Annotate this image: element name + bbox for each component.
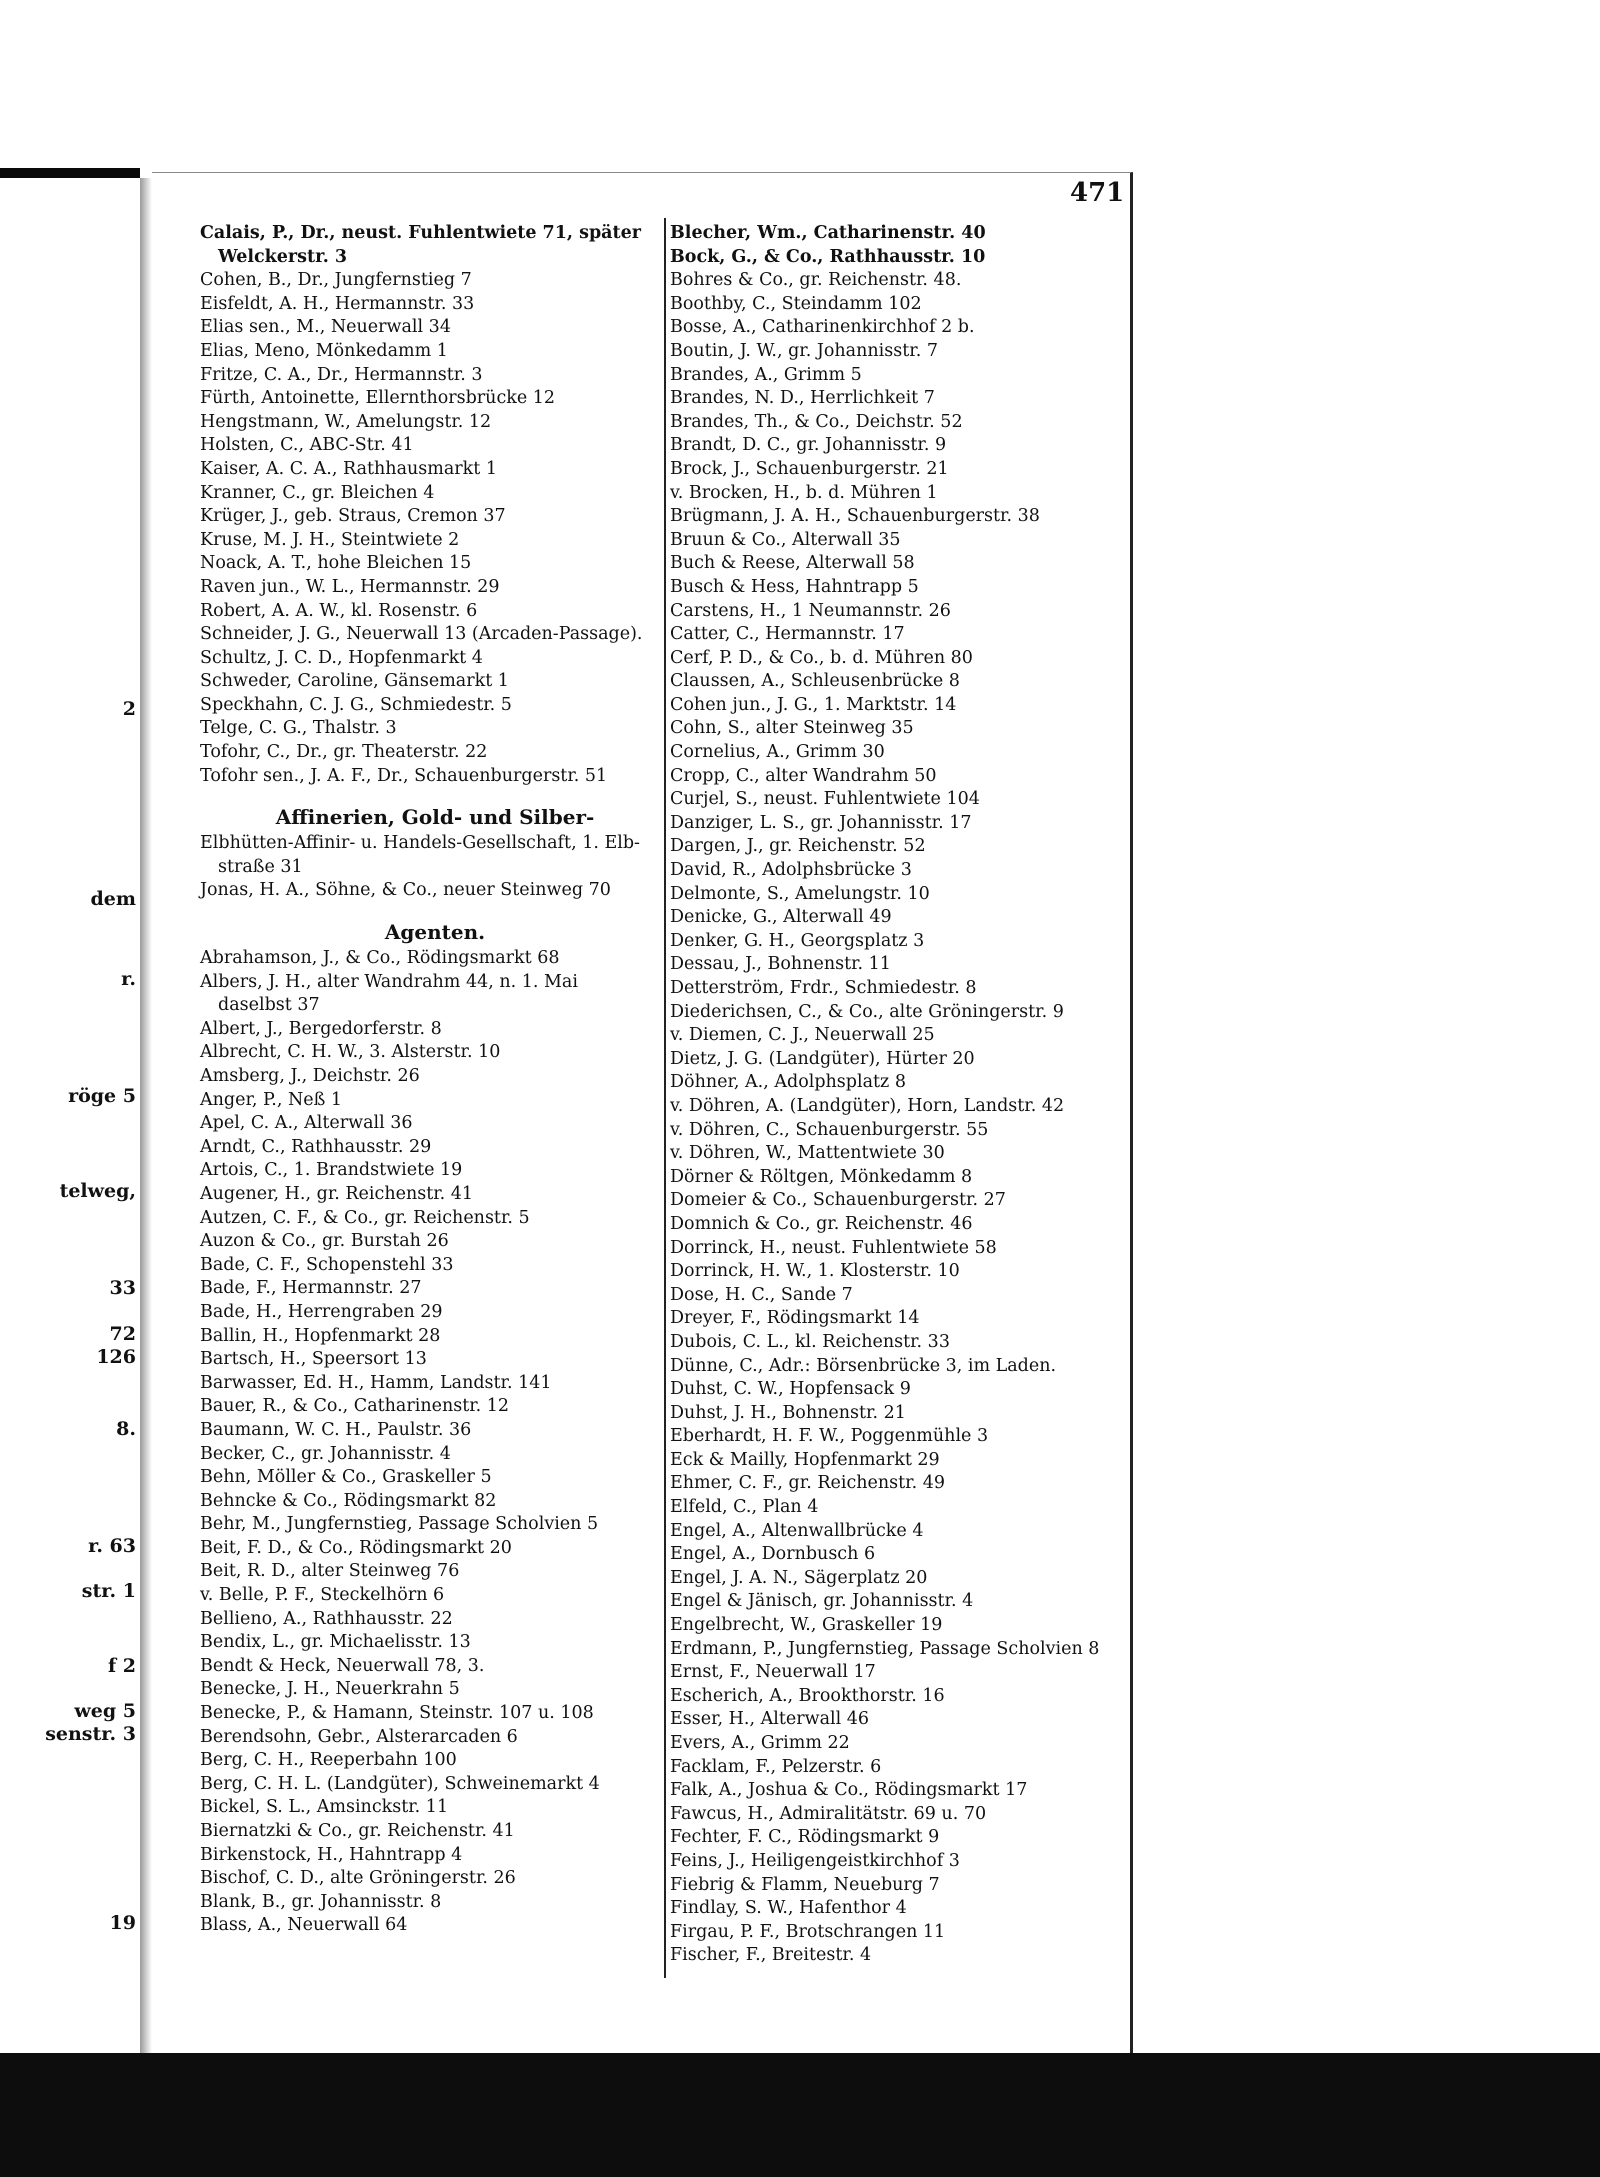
directory-entry: Bosse, A., Catharinenkirchhof 2 b. (670, 317, 975, 338)
previous-page-text: senstr. 3 (45, 1723, 136, 1745)
directory-entry: Domeier & Co., Schauenburgerstr. 27 (670, 1190, 1006, 1211)
directory-entry: Becker, C., gr. Johannisstr. 4 (200, 1443, 451, 1464)
directory-entry: Elfeld, C., Plan 4 (670, 1497, 819, 1518)
directory-entry: Abrahamson, J., & Co., Rödingsmarkt 68 (200, 948, 560, 969)
directory-entry: Krüger, J., geb. Straus, Cremon 37 (200, 506, 506, 527)
directory-entry: Cohen jun., J. G., 1. Marktstr. 14 (670, 694, 957, 715)
directory-entry: Eberhardt, H. F. W., Poggenmühle 3 (670, 1426, 989, 1447)
directory-entry: Fritze, C. A., Dr., Hermannstr. 3 (200, 364, 483, 385)
directory-entry: Engel, A., Altenwallbrücke 4 (670, 1520, 924, 1541)
section-heading: Agenten. (384, 920, 486, 945)
directory-entry: Engel, J. A. N., Sägerplatz 20 (670, 1567, 928, 1588)
previous-page-text: r. 63 (88, 1535, 136, 1557)
directory-entry: Schweder, Caroline, Gänsemarkt 1 (200, 671, 509, 692)
directory-entry: Amsberg, J., Deichstr. 26 (200, 1066, 420, 1086)
directory-entry: Blecher, Wm., Catharinenstr. 40 (670, 223, 986, 243)
directory-entry: Esser, H., Alterwall 46 (670, 1709, 870, 1730)
directory-entry: Brandt, D. C., gr. Johannisstr. 9 (670, 435, 947, 456)
directory-entry: Evers, A., Grimm 22 (670, 1733, 850, 1753)
directory-entry: Albrecht, C. H. W., 3. Alsterstr. 10 (200, 1042, 501, 1063)
directory-entry: Claussen, A., Schleusenbrücke 8 (670, 671, 960, 692)
directory-entry: Fawcus, H., Admiralitätstr. 69 u. 70 (670, 1803, 987, 1824)
directory-entry: Speckhahn, C. J. G., Schmiedestr. 5 (200, 694, 512, 715)
directory-entry: Albers, J. H., alter Wandrahm 44, n. 1. Mai (200, 971, 578, 992)
directory-entry: Bruun & Co., Alterwall 35 (670, 529, 901, 550)
directory-entry: Birkenstock, H., Hahntrapp 4 (200, 1844, 463, 1865)
directory-entry: Dessau, J., Bohnenstr. 11 (670, 954, 891, 975)
directory-entry: Eck & Mailly, Hopfenmarkt 29 (670, 1449, 940, 1470)
directory-entry: Bock, G., & Co., Rathhausstr. 10 (670, 246, 986, 267)
directory-entry: Telge, C. G., Thalstr. 3 (200, 718, 397, 739)
directory-entry: Domnich & Co., gr. Reichenstr. 46 (670, 1213, 973, 1234)
directory-entry: Cornelius, A., Grimm 30 (670, 742, 885, 763)
directory-entry: Beit, F. D., & Co., Rödingsmarkt 20 (200, 1537, 512, 1558)
directory-entry: Brügmann, J. A. H., Schauenburgerstr. 38 (670, 506, 1040, 527)
directory-entry: Buch & Reese, Alterwall 58 (670, 553, 915, 574)
previous-page-text: dem (90, 888, 136, 910)
directory-entry: Brock, J., Schauenburgerstr. 21 (670, 458, 949, 479)
directory-entry: Falk, A., Joshua & Co., Rödingsmarkt 17 (670, 1780, 1028, 1801)
directory-entry: Albert, J., Bergedorferstr. 8 (200, 1018, 442, 1039)
directory-entry: Danziger, L. S., gr. Johannisstr. 17 (670, 812, 972, 833)
directory-entry: Robert, A. A. W., kl. Rosenstr. 6 (200, 600, 478, 621)
directory-entry: Holsten, C., ABC-Str. 41 (200, 435, 414, 456)
previous-page-text: 72 (109, 1323, 136, 1345)
scan-bottom-margin (0, 2053, 1600, 2177)
directory-entry: Kaiser, A. C. A., Rathhausmarkt 1 (200, 458, 497, 479)
directory-entry: v. Döhren, C., Schauenburgerstr. 55 (670, 1119, 989, 1140)
directory-entry: Dorrinck, H., neust. Fuhlentwiete 58 (670, 1237, 997, 1258)
directory-entry: Delmonte, S., Amelungstr. 10 (670, 883, 930, 904)
directory-entry: Ernst, F., Neuerwall 17 (670, 1662, 876, 1683)
directory-entry: Behncke & Co., Rödingsmarkt 82 (200, 1490, 497, 1511)
directory-entry: Noack, A. T., hohe Bleichen 15 (200, 553, 472, 574)
directory-entry: Kruse, M. J. H., Steintwiete 2 (200, 529, 460, 550)
directory-entry: Auzon & Co., gr. Burstah 26 (200, 1231, 449, 1252)
directory-entry: Engel & Jänisch, gr. Johannisstr. 4 (670, 1591, 974, 1612)
directory-entry: Berendsohn, Gebr., Alsterarcaden 6 (200, 1726, 518, 1747)
directory-entry: Schultz, J. C. D., Hopfenmarkt 4 (200, 647, 483, 668)
section-heading: Affinerien, Gold- und Silber- (275, 805, 595, 830)
directory-entry: Bendt & Heck, Neuerwall 78, 3. (200, 1655, 485, 1676)
directory-entry: Denker, G. H., Georgsplatz 3 (670, 930, 925, 951)
directory-entry: Döhner, A., Adolphsplatz 8 (670, 1072, 906, 1093)
directory-entry: Blank, B., gr. Johannisstr. 8 (200, 1891, 442, 1912)
directory-entry: Apel, C. A., Alterwall 36 (200, 1113, 413, 1134)
previous-page-text: r. (121, 968, 136, 990)
directory-entry: Welckerstr. 3 (218, 246, 348, 267)
directory-entry: Dietz, J. G. (Landgüter), Hürter 20 (670, 1048, 975, 1069)
previous-page-text: weg 5 (74, 1700, 136, 1722)
directory-entry: Denicke, G., Alterwall 49 (670, 907, 892, 928)
directory-entry: Behn, Möller & Co., Graskeller 5 (200, 1467, 492, 1488)
directory-entry: Brandes, N. D., Herrlichkeit 7 (670, 388, 935, 409)
directory-entry: Dorrinck, H. W., 1. Klosterstr. 10 (670, 1261, 960, 1282)
directory-entry: Diederichsen, C., & Co., alte Gröningerstr. 9 (670, 1001, 1064, 1022)
directory-entry: Duhst, C. W., Hopfensack 9 (670, 1379, 911, 1400)
directory-entry: Dargen, J., gr. Reichenstr. 52 (670, 836, 926, 857)
right-column (670, 222, 1130, 1968)
directory-entry: Raven jun., W. L., Hermannstr. 29 (200, 576, 500, 597)
section-spacer (200, 903, 670, 917)
directory-entry: Bartsch, H., Speersort 13 (200, 1349, 427, 1370)
directory-entry: Escherich, A., Brookthorstr. 16 (670, 1685, 945, 1706)
directory-entry: Erdmann, P., Jungfernstieg, Passage Scholvien 8 (670, 1638, 1100, 1659)
directory-entry: Benecke, P., & Hamann, Steinstr. 107 u. 108 (200, 1703, 594, 1724)
directory-entry: Duhst, J. H., Bohnenstr. 21 (670, 1402, 906, 1423)
directory-entry: Ballin, H., Hopfenmarkt 28 (200, 1325, 441, 1346)
directory-entry: Arndt, C., Rathhausstr. 29 (200, 1136, 432, 1157)
previous-page-fragment (0, 178, 142, 2053)
directory-entry: Calais, P., Dr., neust. Fuhlentwiete 71, später (200, 223, 641, 243)
directory-entry: Brandes, A., Grimm 5 (670, 364, 862, 385)
directory-entry: Kranner, C., gr. Bleichen 4 (200, 482, 435, 503)
directory-entry: Bade, C. F., Schopenstehl 33 (200, 1254, 454, 1275)
directory-entry: Behr, M., Jungfernstieg, Passage Scholvien 5 (200, 1514, 599, 1535)
directory-entry: Bendix, L., gr. Michaelisstr. 13 (200, 1632, 471, 1653)
directory-entry: Findlay, S. W., Hafenthor 4 (670, 1898, 907, 1919)
directory-entry: Bade, H., Herrengraben 29 (200, 1301, 443, 1322)
directory-entry: Firgau, P. F., Brotschrangen 11 (670, 1921, 946, 1942)
directory-entry: Beit, R. D., alter Steinweg 76 (200, 1561, 460, 1582)
previous-page-text: 2 (122, 698, 136, 720)
directory-entry: Engel, A., Dornbusch 6 (670, 1544, 876, 1565)
directory-entry: Autzen, C. F., & Co., gr. Reichenstr. 5 (200, 1207, 530, 1228)
directory-entry: Bade, F., Hermannstr. 27 (200, 1278, 422, 1299)
page-number: 471 (1070, 178, 1125, 208)
directory-entry: Schneider, J. G., Neuerwall 13 (Arcaden-Passage). (200, 624, 643, 645)
directory-entry: Baumann, W. C. H., Paulstr. 36 (200, 1419, 472, 1440)
directory-entry: Augener, H., gr. Reichenstr. 41 (200, 1183, 474, 1204)
directory-entry: Fechter, F. C., Rödingsmarkt 9 (670, 1827, 940, 1848)
directory-entry: Detterström, Frdr., Schmiedestr. 8 (670, 978, 977, 998)
section-spacer (200, 788, 670, 802)
directory-entry: Berg, C. H., Reeperbahn 100 (200, 1750, 457, 1771)
directory-entry: Berg, C. H. L. (Landgüter), Schweinemarkt 4 (200, 1773, 600, 1794)
directory-entry: Dreyer, F., Rödingsmarkt 14 (670, 1308, 920, 1329)
directory-entry: Bauer, R., & Co., Catharinenstr. 12 (200, 1396, 510, 1417)
directory-entry: Jonas, H. A., Söhne, & Co., neuer Steinweg 70 (200, 880, 611, 901)
directory-entry: Dose, H. C., Sande 7 (670, 1284, 853, 1305)
directory-entry: Bellieno, A., Rathhausstr. 22 (200, 1608, 453, 1629)
directory-entry: Cohn, S., alter Steinweg 35 (670, 718, 914, 739)
directory-entry: daselbst 37 (218, 995, 320, 1016)
directory-entry: Dörner & Röltgen, Mönkedamm 8 (670, 1166, 973, 1187)
directory-entry: Curjel, S., neust. Fuhlentwiete 104 (670, 789, 980, 810)
directory-entry: Bohres & Co., gr. Reichenstr. 48. (670, 270, 962, 291)
directory-entry: Fiebrig & Flamm, Neueburg 7 (670, 1874, 940, 1895)
directory-entry: Cohen, B., Dr., Jungfernstieg 7 (200, 270, 472, 291)
directory-entry: Carstens, H., 1 Neumannstr. 26 (670, 600, 951, 621)
directory-entry: Artois, C., 1. Brandstwiete 19 (200, 1160, 463, 1181)
directory-entry: Facklam, F., Pelzerstr. 6 (670, 1756, 882, 1777)
directory-entry: v. Döhren, W., Mattentwiete 30 (670, 1143, 945, 1164)
directory-entry: Hengstmann, W., Amelungstr. 12 (200, 411, 492, 432)
directory-entry: Ehmer, C. F., gr. Reichenstr. 49 (670, 1473, 946, 1494)
directory-entry: Catter, C., Hermannstr. 17 (670, 624, 905, 645)
directory-entry: Bischof, C. D., alte Gröningerstr. 26 (200, 1868, 516, 1889)
previous-page-text: f 2 (107, 1655, 136, 1677)
directory-entry: Brandes, Th., & Co., Deichstr. 52 (670, 411, 963, 432)
directory-entry: David, R., Adolphsbrücke 3 (670, 860, 912, 881)
directory-entry: Tofohr sen., J. A. F., Dr., Schauenburgerstr. 51 (200, 765, 608, 786)
directory-entry: Eisfeldt, A. H., Hermannstr. 33 (200, 293, 475, 314)
previous-page-text: telweg, (59, 1180, 136, 1202)
directory-entry: Feins, J., Heiligengeistkirchhof 3 (670, 1850, 960, 1871)
scan-top-margin (0, 0, 1600, 178)
directory-entry: Blass, A., Neuerwall 64 (200, 1915, 408, 1936)
previous-page-text: röge 5 (68, 1085, 136, 1107)
book-gutter (140, 178, 152, 2053)
directory-entry: Elias, Meno, Mönkedamm 1 (200, 340, 448, 361)
directory-entry: Elbhütten-Affinir- u. Handels-Gesellschaft, 1. Elb- (200, 833, 640, 854)
previous-page-text: 126 (96, 1346, 136, 1368)
previous-page-text: 19 (109, 1912, 136, 1934)
directory-entry: Cropp, C., alter Wandrahm 50 (670, 765, 937, 786)
directory-entry: Bickel, S. L., Amsinckstr. 11 (200, 1797, 449, 1818)
directory-entry: Dubois, C. L., kl. Reichenstr. 33 (670, 1331, 950, 1352)
directory-entry: Biernatzki & Co., gr. Reichenstr. 41 (200, 1821, 515, 1841)
directory-entry: Cerf, P. D., & Co., b. d. Mühren 80 (670, 647, 973, 668)
directory-entry: v. Döhren, A. (Landgüter), Horn, Landstr. 42 (670, 1095, 1065, 1116)
directory-entry: Busch & Hess, Hahntrapp 5 (670, 576, 919, 597)
directory-entry: v. Brocken, H., b. d. Mühren 1 (670, 482, 938, 503)
directory-entry: Elias sen., M., Neuerwall 34 (200, 317, 451, 338)
directory-entry: Barwasser, Ed. H., Hamm, Landstr. 141 (200, 1372, 552, 1393)
directory-entry: v. Diemen, C. J., Neuerwall 25 (670, 1025, 935, 1046)
directory-entry: Dünne, C., Adr.: Börsenbrücke 3, im Laden. (670, 1355, 1057, 1376)
directory-entry: Fischer, F., Breitestr. 4 (670, 1945, 872, 1966)
previous-page-text: 8. (116, 1418, 136, 1440)
previous-page-text: 33 (109, 1277, 136, 1299)
directory-entry: Boothby, C., Steindamm 102 (670, 293, 922, 314)
left-column (200, 222, 670, 1938)
previous-page-text: str. 1 (81, 1580, 136, 1602)
directory-entry: v. Belle, P. F., Steckelhörn 6 (200, 1585, 445, 1606)
directory-entry: Engelbrecht, W., Graskeller 19 (670, 1615, 943, 1636)
directory-entry: straße 31 (218, 856, 303, 877)
directory-entry: Anger, P., Neß 1 (200, 1089, 343, 1110)
directory-entry: Tofohr, C., Dr., gr. Theaterstr. 22 (200, 742, 488, 763)
directory-entry: Fürth, Antoinette, Ellernthorsbrücke 12 (200, 388, 556, 409)
directory-entry: Benecke, J. H., Neuerkrahn 5 (200, 1679, 460, 1700)
directory-entry: Boutin, J. W., gr. Johannisstr. 7 (670, 340, 938, 361)
